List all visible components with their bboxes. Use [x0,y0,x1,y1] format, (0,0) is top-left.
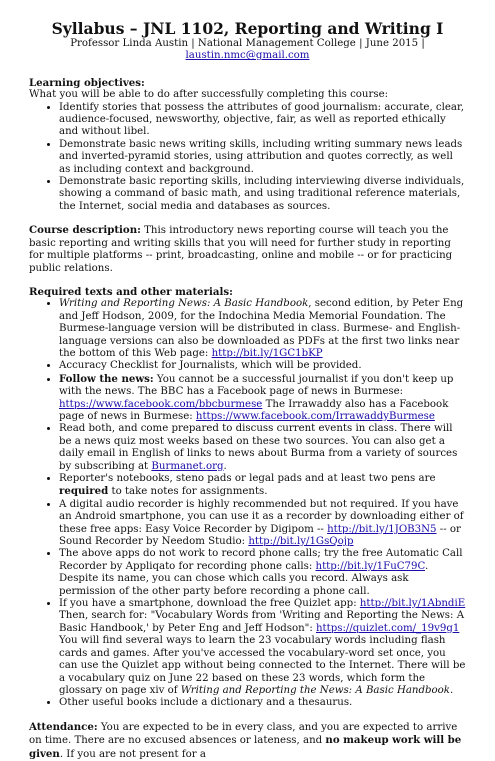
handbook-link[interactable]: http://bit.ly/1GC1bKP [211,347,323,359]
attendance-paragraph [29,721,466,761]
list-item [59,598,466,697]
easy-voice-recorder-link[interactable]: http://bit.ly/1JOB3N5 [327,523,437,535]
quizlet-app-link[interactable]: http://bit.ly/1AbndiE [359,598,466,610]
list-item [59,298,466,360]
list-item: • Identify stories that possess the attributes of good journalism: accurate, clear, audience-focused, newsworthy, objective, fair, as well as reported ethically and without libel. [59,102,466,139]
list-item [59,373,466,424]
list-item: • Accuracy Checklist for Journalists, which will be provided. [59,360,466,372]
item-text: -- or Sound Recorder by Needom Studio: [59,523,461,548]
item-text: Reporter's notebooks, steno pads or legal pads and at least two pens are [59,473,436,484]
call-recorder-link[interactable]: http://bit.ly/1FuC79C [315,560,425,572]
byline [29,38,466,63]
item-text: A digital audio recorder is highly recommended but not required. If you have an Android smartphone, you can use it as a recorder by downloading either of these free apps: Easy Voice Recorder by Digipom -- [59,498,464,535]
objectives-intro: What you will be able to do after successfully completing this course: [29,89,389,101]
materials-list [29,298,466,709]
course-description [29,224,466,275]
list-item: • Demonstrate basic reporting skills, including interviewing diverse individuals, showing a command of basic math, and using traditional reference materials, the Internet, social media and databases as sources. [59,176,466,213]
item-text: You cannot be a successful journalist if you don't keep up with the news. The BBC has a Facebook page of news in Burmese: [59,373,454,398]
item-text: . If you are not present for a [59,748,206,760]
byline-text: Professor Linda Austin | National Management College | June 2015 | [70,38,425,49]
email-link[interactable]: laustin.nmc@gmail.com [185,50,310,62]
no-makeup-label: no makeup work will be given [29,734,462,760]
course-description-heading: Course description: [29,224,141,237]
book-title: Writing and Reporting the News: A Basic Handbook [180,684,450,696]
item-text: You are expected to be in every class, and you are expected to arrive on time. There are no excused absences or lateness, and [29,721,458,747]
item-text: The above apps do not work to record phone calls; try the free Automatic Call Recorder by Appliqato for recording phone calls: [59,548,463,572]
page-title: Syllabus – JNL 1102, Reporting and Writing I [51,19,444,38]
list-item [59,499,466,549]
objectives-heading: Learning objectives: [29,76,145,89]
list-item [59,473,466,499]
list-item: • Other useful books include a dictionary and a thesaurus. [59,697,466,709]
list-item [59,423,466,473]
list-item: • Demonstrate basic news writing skills, including writing summary news leads and inverted-pyramid stories, using attribution and quotes correctly, as well as including context and background. [59,139,466,176]
quizlet-set-link[interactable]: https://quizlet.com/_19v9g1 [316,622,460,634]
item-text: , second edition, by Peter Eng and Jeff Hodson, 2009, for the Indochina Media Memorial Foundation. The Burmese-language version will be distributed in class. Burmese- and English-language versions can also be downloaded as PDFs at the first two links near the bottom of this Web page: [59,298,464,359]
objectives-list [29,102,466,214]
item-text: . Despite its name, you can chose which calls you record. Always ask permission of the other party before recording a phone call. [59,560,429,597]
item-text: to take notes for assignments. [108,486,268,498]
bbc-facebook-link[interactable]: https://www.facebook.com/bbcburmese [59,398,263,410]
item-text: Read both, and come prepared to discuss current events in class. There will be a news quiz most weeks based on these two sources. You can also get a daily email in English of links to news about Burma from a variety of sources by subscribing at [59,423,458,472]
item-text: The Irrawaddy also has a Facebook page of news in Burmese: [59,398,449,422]
list-item [59,548,466,598]
book-title: Writing and Reporting News: A Basic Handbook [59,298,309,310]
irrawaddy-facebook-link[interactable]: https://www.facebook.com/IrrawaddyBurmese [195,410,435,422]
item-text: . [223,460,227,472]
item-text: . [449,684,454,696]
course-description-text: This introductory news reporting course will teach you the basic reporting and writing skills that you will need for further study in reporting for multiple platforms -- print, broadcasting, online and mobile -- or for practicing public relations. [29,225,453,274]
burmanet-link[interactable]: Burmanet.org [151,460,224,472]
follow-news-label: Follow the news: [59,372,154,385]
sound-recorder-link[interactable]: http://bit.ly/1GsQojp [248,536,354,548]
attendance-heading: Attendance: [29,720,98,733]
item-text: Then, search for: "Vocabulary Words from 'Writing and Reporting the News: A Basic Handbook,' by Peter Eng and Jeff Hodson": [59,610,465,634]
materials-heading: Required texts and other materials: [29,285,233,298]
item-text: You will find several ways to learn the 23 vocabulary words including flash cards and games. After you've accessed the vocabulary-word set once, you can use the Quizlet app without being connected to the Internet. There will be a vocabulary quiz on June 22 based on these 23 words, which form the glossary on page xiv of [59,635,466,696]
item-text: If you have a smartphone, download the free Quizlet app: [59,598,360,610]
required-label: required [59,485,109,498]
